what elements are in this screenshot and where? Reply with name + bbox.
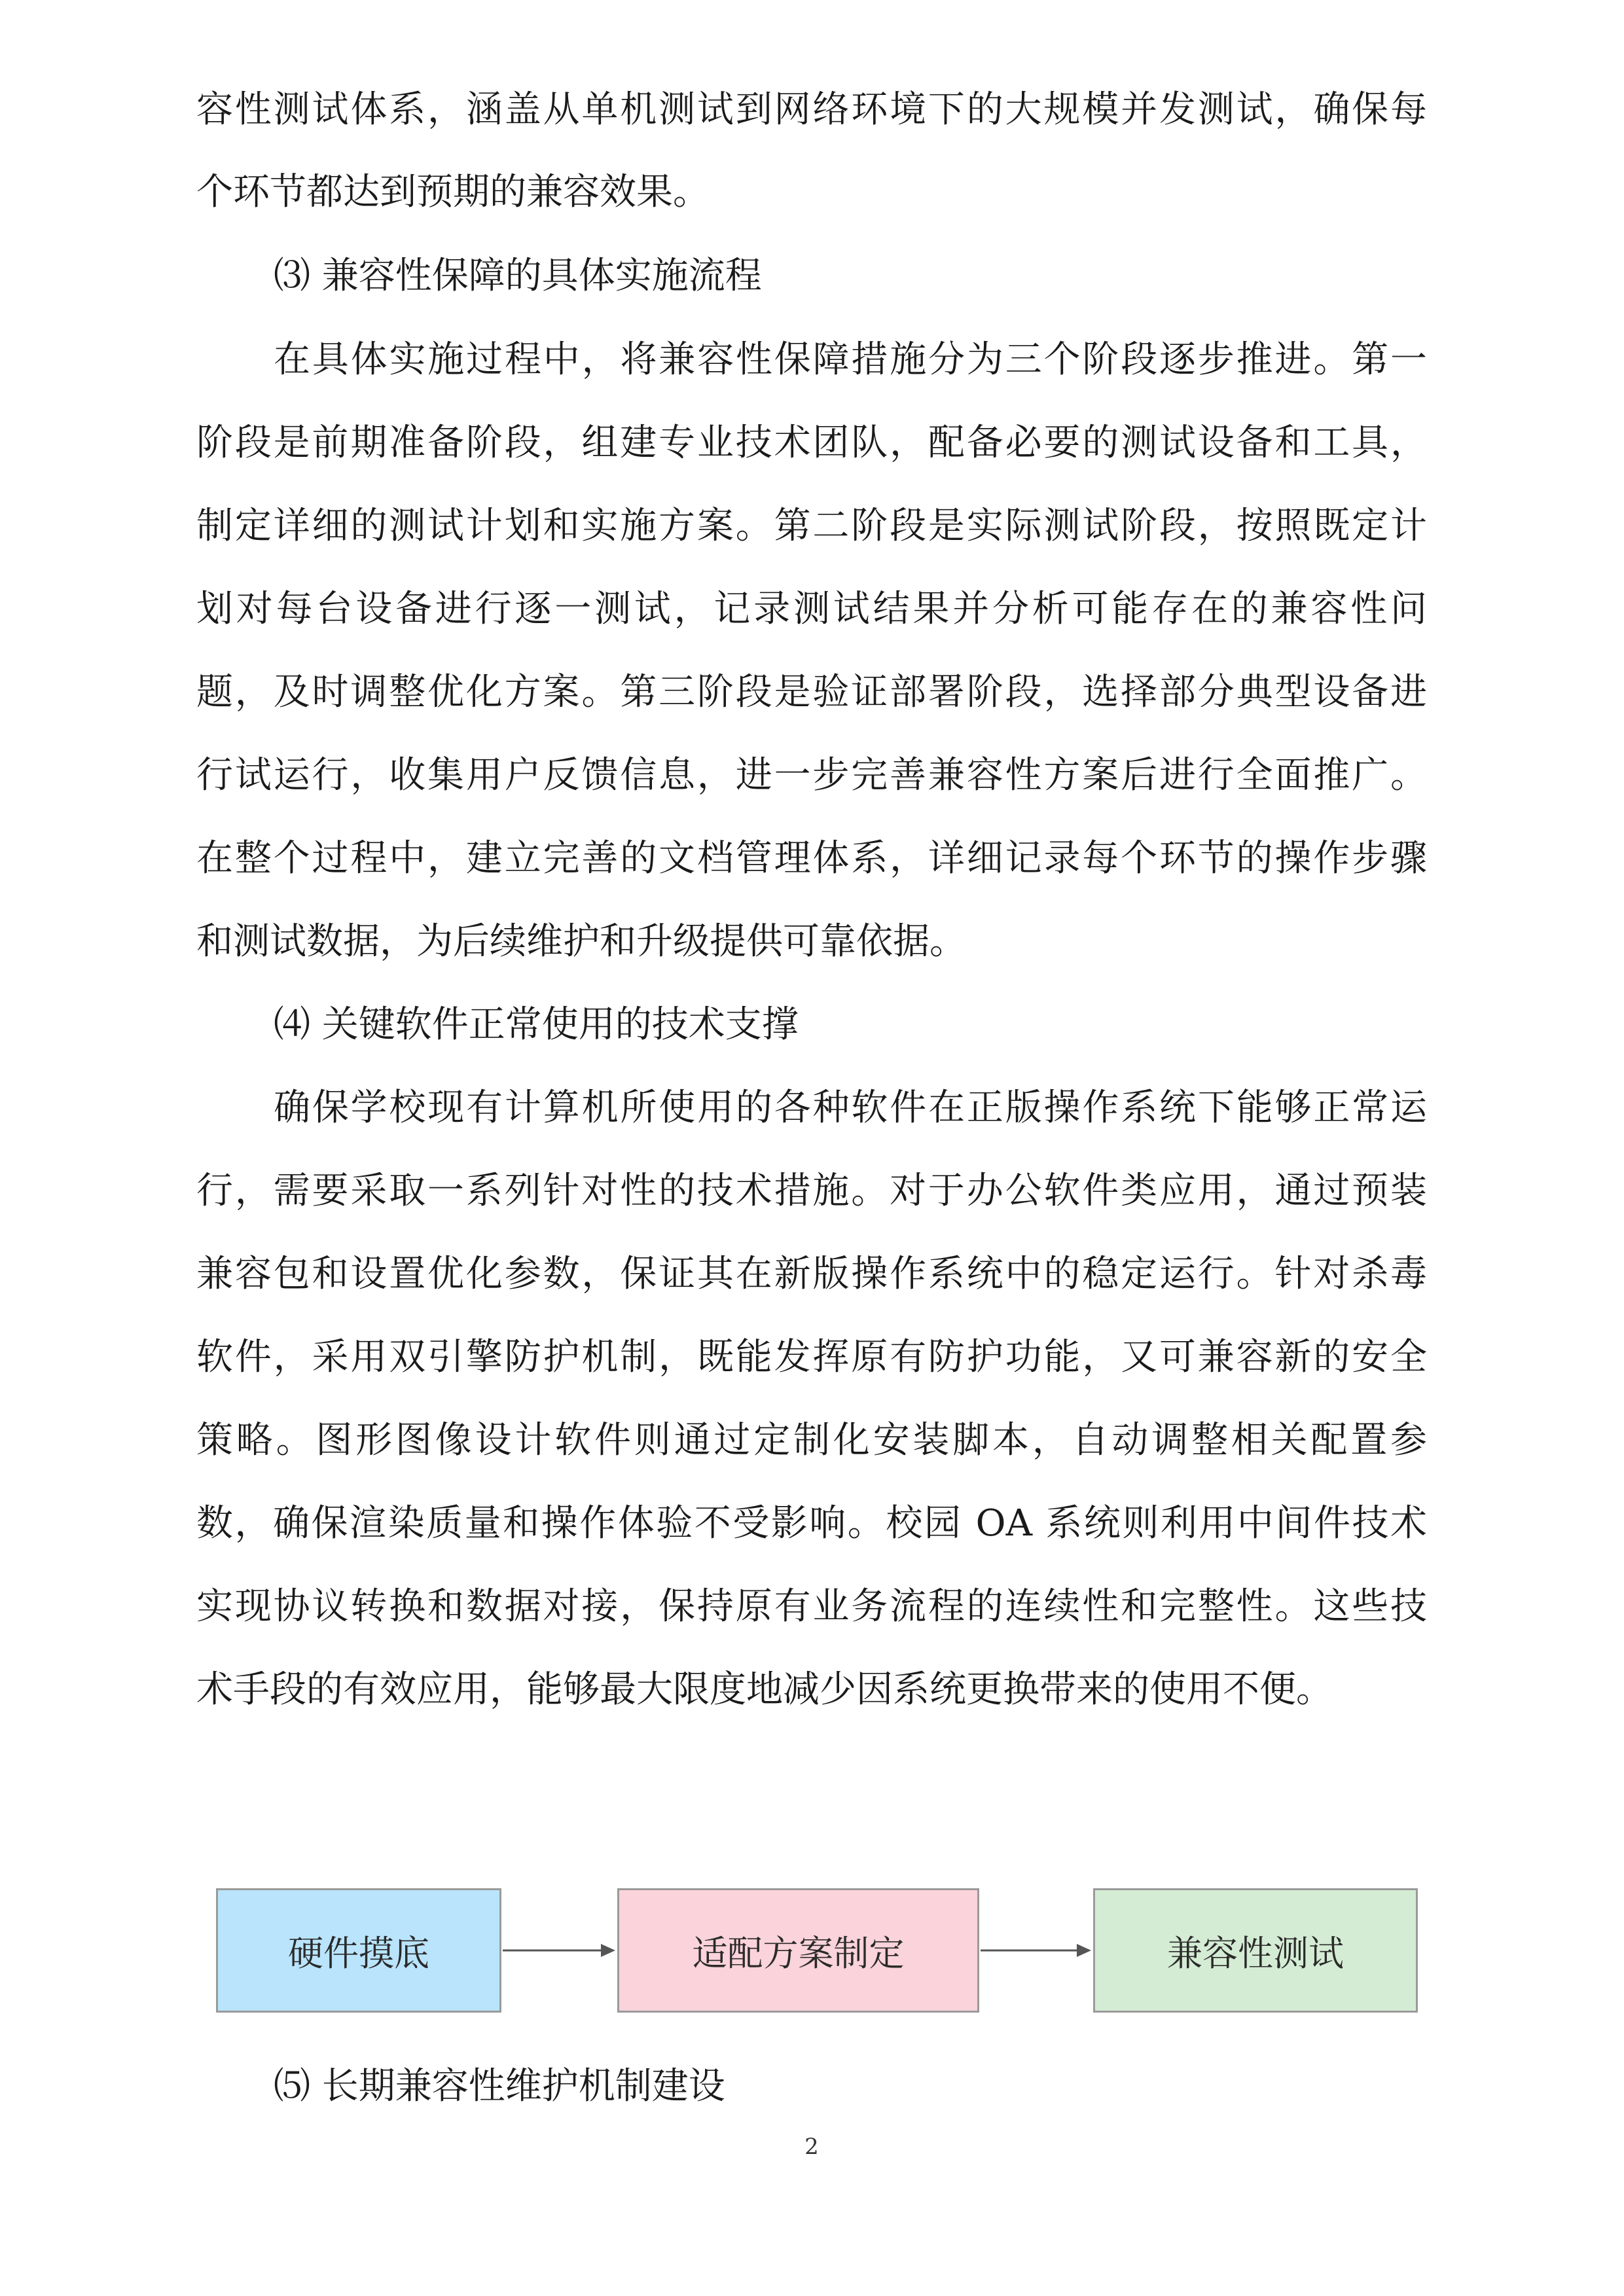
flow-step-label: 适配方案制定 xyxy=(692,1932,905,1974)
section-4-line: 策略。图形图像设计软件则通过定制化安装脚本，自动调整相关配置参 xyxy=(196,1419,1427,1462)
flow-step-label: 硬件摸底 xyxy=(288,1932,429,1974)
section-4-line: 行，需要采取一系列针对性的技术措施。对于办公软件类应用，通过预装 xyxy=(196,1170,1427,1212)
section-3-line: 题，及时调整优化方案。第三阶段是验证部署阶段，选择部分典型设备进 xyxy=(196,671,1427,713)
section-3-line: 制定详细的测试计划和实施方案。第二阶段是实际测试阶段，按照既定计 xyxy=(196,505,1427,547)
section-4-line: 软件，采用双引擎防护机制，既能发挥原有防护功能，又可兼容新的安全 xyxy=(196,1336,1427,1378)
page-number: 2 xyxy=(804,2134,819,2160)
section-3-line: 行试运行，收集用户反馈信息，进一步完善兼容性方案后进行全面推广。 xyxy=(196,754,1427,797)
intro-line: 容性测试体系，涵盖从单机测试到网络环境下的大规模并发测试，确保每 xyxy=(196,88,1427,131)
section-3-heading: ⑶ 兼容性保障的具体实施流程 xyxy=(274,255,762,297)
section-3-line: 阶段是前期准备阶段，组建专业技术团队，配备必要的测试设备和工具， xyxy=(196,422,1427,464)
section-4-line: 实现协议转换和数据对接，保持原有业务流程的连续性和完整性。这些技 xyxy=(196,1585,1427,1628)
flow-step-hardware-survey xyxy=(216,1888,501,2013)
section-3-line: 和测试数据，为后续维护和升级提供可靠依据。 xyxy=(196,920,966,963)
section-4-line: 术手段的有效应用，能够最大限度地减少因系统更换带来的使用不便。 xyxy=(196,1668,1333,1711)
flow-step-adaptation-plan xyxy=(617,1888,979,2013)
section-3-line: 划对每台设备进行逐一测试，记录测试结果并分析可能存在的兼容性问 xyxy=(196,588,1427,630)
section-4-line: 确保学校现有计算机所使用的各种软件在正版操作系统下能够正常运 xyxy=(274,1086,1427,1129)
intro-line: 个环节都达到预期的兼容效果。 xyxy=(196,171,710,213)
flow-arrow-icon xyxy=(503,1937,617,1964)
flow-arrow-icon xyxy=(981,1937,1092,1964)
section-4-line: 兼容包和设置优化参数，保证其在新版操作系统中的稳定运行。针对杀毒 xyxy=(196,1253,1427,1295)
flow-step-compatibility-test xyxy=(1093,1888,1418,2013)
section-5-heading: ⑸ 长期兼容性维护机制建设 xyxy=(274,2065,725,2108)
flow-step-label: 兼容性测试 xyxy=(1167,1932,1344,1974)
section-3-line: 在整个过程中，建立完善的文档管理体系，详细记录每个环节的操作步骤 xyxy=(196,837,1427,880)
section-4-line: 数，确保渲染质量和操作体验不受影响。校园 OA 系统则利用中间件技术 xyxy=(196,1502,1427,1545)
section-4-heading: ⑷ 关键软件正常使用的技术支撑 xyxy=(274,1003,799,1046)
section-3-line: 在具体实施过程中，将兼容性保障措施分为三个阶段逐步推进。第一 xyxy=(274,338,1427,381)
